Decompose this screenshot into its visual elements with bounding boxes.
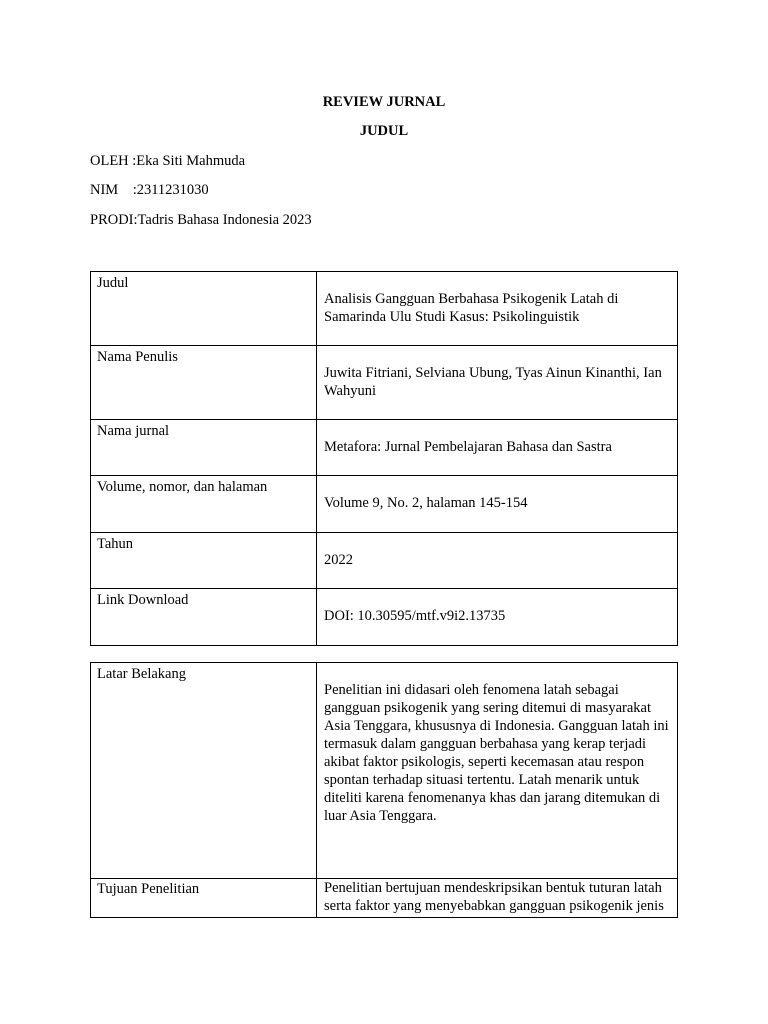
row-value [317,420,678,476]
volume-value: Volume 9, No. 2, halaman 145-154 [324,495,528,511]
row-label: Latar Belakang [91,663,317,879]
page-subtitle: JUDUL [359,123,409,139]
doi-value: DOI: 10.30595/mtf.v9i2.13735 [324,608,506,624]
journal-title-value: Analisis Gangguan Berbahasa Psikogenik Latah di Samarinda Ulu Studi Kasus: Psikolinguistik [324,291,619,325]
student-id-line: NIM :2311231030 [90,182,209,198]
row-value [317,533,678,589]
row-label: Judul [91,272,317,346]
row-value [317,272,678,346]
row-value [317,346,678,420]
authors-value: Juwita Fitriani, Selviana Ubung, Tyas Ainun Kinanthi, Ian Wahyuni [324,365,662,399]
year-value: 2022 [324,552,353,568]
row-value [317,589,678,646]
research-goal-text: Penelitian bertujuan mendeskripsikan bentuk tuturan latah serta faktor yang menyebabkan gangguan psikogenik jenis [324,880,664,914]
row-value [317,879,678,918]
background-text: Penelitian ini didasari oleh fenomena latah sebagai gangguan psikogenik yang sering ditemui di masyarakat Asia Tenggara, khususnya di Indonesia. Gangguan latah ini termasuk dalam gangguan berbahasa yang kerap terjadi akibat faktor psikologis, seperti kecemasan atau respon spontan terhadap situasi tertentu. Latah menarik untuk diteliti karena fenomenanya khas dan jarang ditemukan di luar Asia Tenggara. [324,682,669,824]
row-value [317,663,678,879]
table-row [91,346,678,420]
table-row [91,476,678,533]
research-goal-clip [324,879,671,915]
row-label: Tahun [91,533,317,589]
row-value [317,476,678,533]
row-label: Nama jurnal [91,420,317,476]
study-program-line: PRODI:Tadris Bahasa Indonesia 2023 [90,212,312,228]
row-label: Tujuan Penelitian [91,879,317,918]
journal-name-value: Metafora: Jurnal Pembelajaran Bahasa dan Sastra [324,439,612,455]
journal-info-table [90,271,678,646]
table-row [91,272,678,346]
author-name-line: OLEH :Eka Siti Mahmuda [90,153,246,169]
page-title: REVIEW JURNAL [322,94,446,110]
table-row [91,533,678,589]
row-label: Nama Penulis [91,346,317,420]
table-row [91,589,678,646]
table-row [91,663,678,879]
row-label: Link Download [91,589,317,646]
review-content-table [90,662,678,918]
table-row [91,879,678,918]
row-label: Volume, nomor, dan halaman [91,476,317,533]
table-row [91,420,678,476]
